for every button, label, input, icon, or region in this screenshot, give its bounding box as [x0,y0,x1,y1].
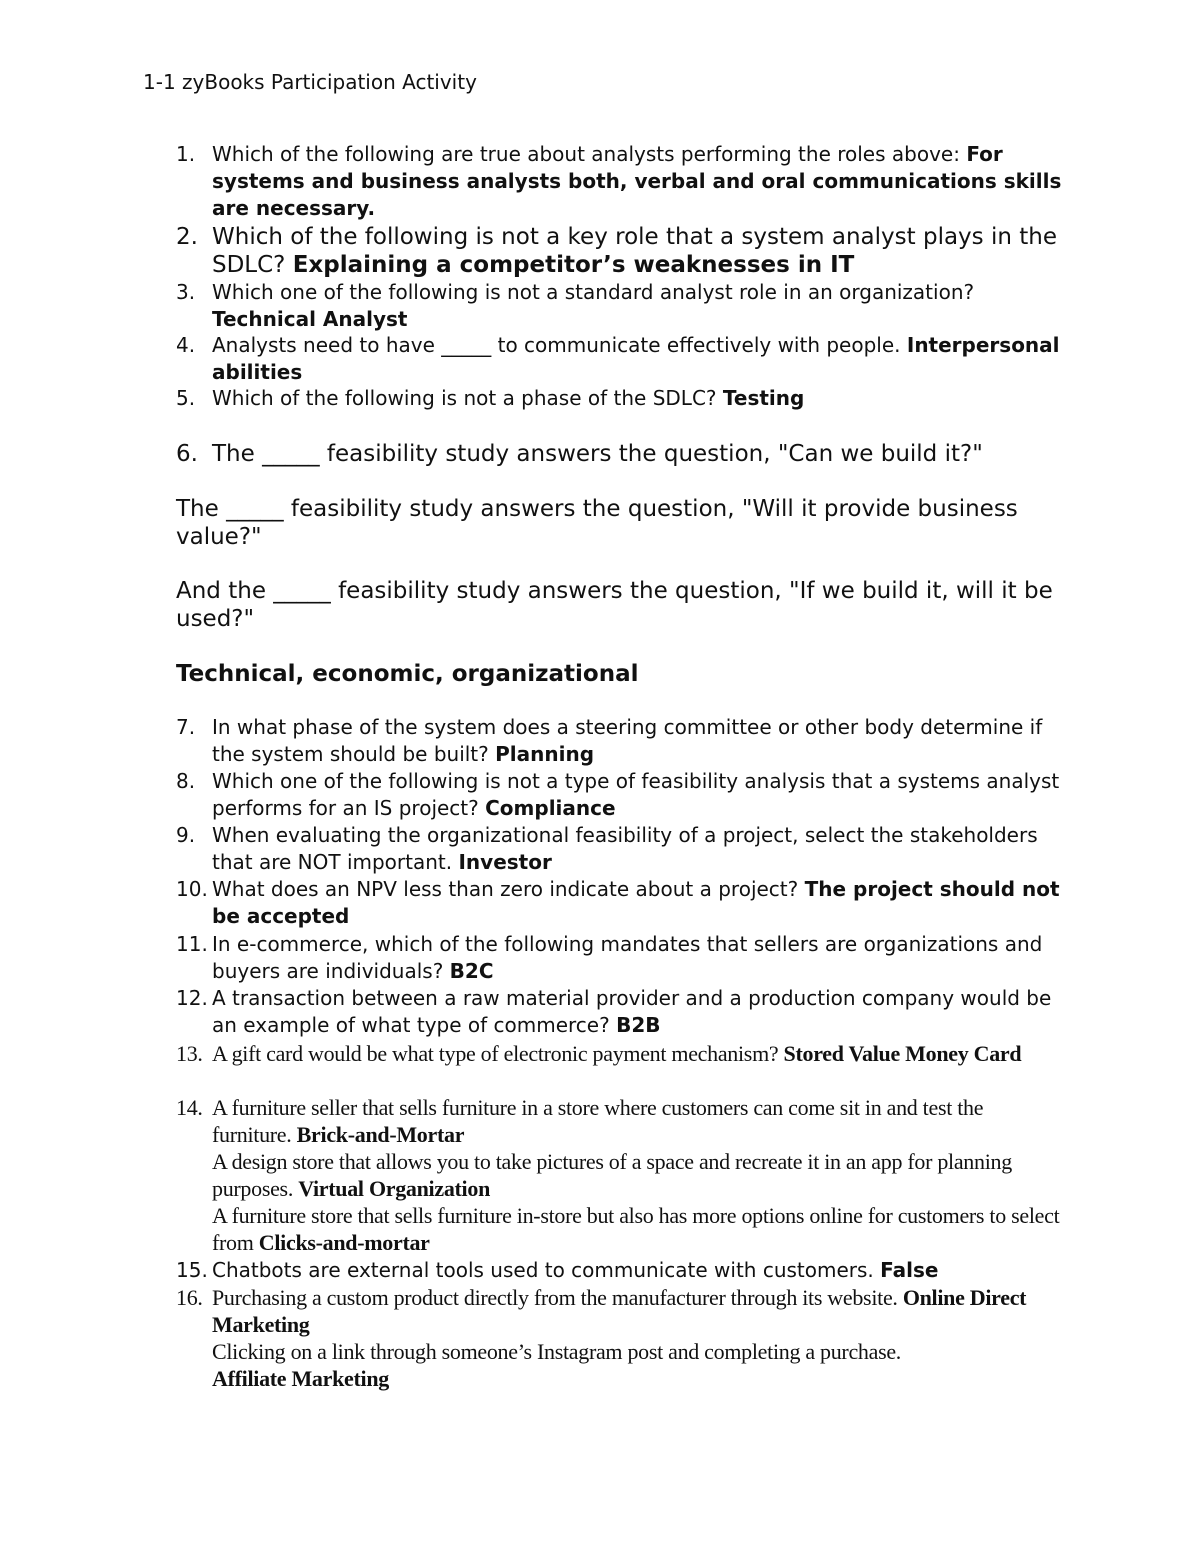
question-6-answer [176,660,1066,688]
question-number: 5. [176,386,196,410]
question-2 [176,223,1066,279]
question-text: Which of the following is not a key role that a system analyst plays in the SDLC? [212,224,1057,278]
answer: Explaining a competitor’s weaknesses in IT [292,252,855,278]
answer-2: Virtual Organization [298,1176,491,1201]
answer: The project should not be accepted [212,877,1060,928]
question-text: A furniture seller that sells furniture in a store where customers can come sit in and test the furniture. [212,1095,984,1147]
question-10 [176,876,1066,930]
question-number: 4. [176,333,196,357]
question-11 [176,931,1066,985]
question-text-2: A design store that allows you to take pictures of a space and recreate it in an app for planning purposes. [212,1149,1012,1201]
question-text-2: Clicking on a link through someone’s Instagram post and completing a purchase. [212,1339,902,1364]
answer: Technical, economic, organizational [176,661,639,687]
question-6 [176,440,1066,468]
question-text: The _____ feasibility study answers the question, "Can we build it?" [212,441,983,467]
question-13 [176,1040,1066,1067]
answer: Technical Analyst [212,307,408,331]
question-text: Purchasing a custom product directly from the manufacturer through its website. [212,1285,903,1310]
question-text: Analysts need to have _____ to communicate effectively with people. [212,333,907,357]
question-number: 1. [176,142,196,166]
question-5 [176,385,1066,412]
question-12 [176,985,1066,1039]
answer: B2C [449,959,494,983]
question-number: 11. [176,932,208,956]
question-number: 12. [176,986,208,1010]
question-text: Which one of the following is not a standard analyst role in an organization? [212,280,975,304]
question-14 [176,1094,1066,1256]
question-number: 7. [176,715,196,739]
question-number: 16. [176,1285,203,1310]
question-text: A transaction between a raw material provider and a production company would be an example of what type of commerce? [212,986,1052,1037]
answer: For systems and business analysts both, verbal and oral communications skills are necessary. [212,142,1062,220]
question-text-3: A furniture store that sells furniture in-store but also has more options online for customers to select from [212,1203,1060,1255]
question-text: Chatbots are external tools used to communicate with customers. [212,1258,881,1282]
question-number: 6. [176,441,198,467]
answer: Online Direct Marketing [212,1285,1027,1337]
answer: Brick-and-Mortar [296,1122,465,1147]
question-text: Which of the following is not a phase of the SDLC? [212,386,723,410]
question-text: In e-commerce, which of the following mandates that sellers are organizations and buyers are individuals? [212,932,1043,983]
question-text: What does an NPV less than zero indicate about a project? [212,877,805,901]
question-text: Which one of the following is not a type of feasibility analysis that a systems analyst performs for an IS project? [212,769,1060,820]
question-number: 8. [176,769,196,793]
question-number: 14. [176,1095,203,1120]
document-title: 1-1 zyBooks Participation Activity [143,70,477,94]
answer: Planning [495,742,595,766]
question-6-part-3: And the _____ feasibility study answers the question, "If we build it, will it be used?" [176,578,1053,632]
question-4 [176,332,1066,386]
question-text: In what phase of the system does a steering committee or other body determine if the system should be built? [212,715,1043,766]
answer-2: Affiliate Marketing [212,1366,389,1391]
question-text: Which of the following are true about analysts performing the roles above: [212,142,967,166]
answer: False [880,1258,939,1282]
answer: Compliance [485,796,616,820]
answer: Testing [722,386,805,410]
question-number: 3. [176,280,196,304]
question-number: 13. [176,1041,203,1066]
question-7 [176,714,1066,768]
answer: B2B [616,1013,661,1037]
question-number: 10. [176,877,208,901]
answer: Investor [458,850,552,874]
answer: Interpersonal abilities [212,333,1060,384]
question-number: 15. [176,1258,208,1282]
answer-3: Clicks-and-mortar [258,1230,430,1255]
question-text: A gift card would be what type of electronic payment mechanism? [212,1041,784,1066]
question-1 [176,141,1066,222]
question-number: 2. [176,224,198,250]
question-8 [176,768,1066,822]
question-3 [176,279,1066,333]
question-number: 9. [176,823,196,847]
question-16 [176,1284,1066,1392]
answer: Stored Value Money Card [783,1041,1022,1066]
question-text: When evaluating the organizational feasibility of a project, select the stakeholders that are NOT important. [212,823,1038,874]
question-6-part-2: The _____ feasibility study answers the question, "Will it provide business value?" [176,496,1018,550]
question-15 [176,1257,1066,1284]
question-9 [176,822,1066,876]
